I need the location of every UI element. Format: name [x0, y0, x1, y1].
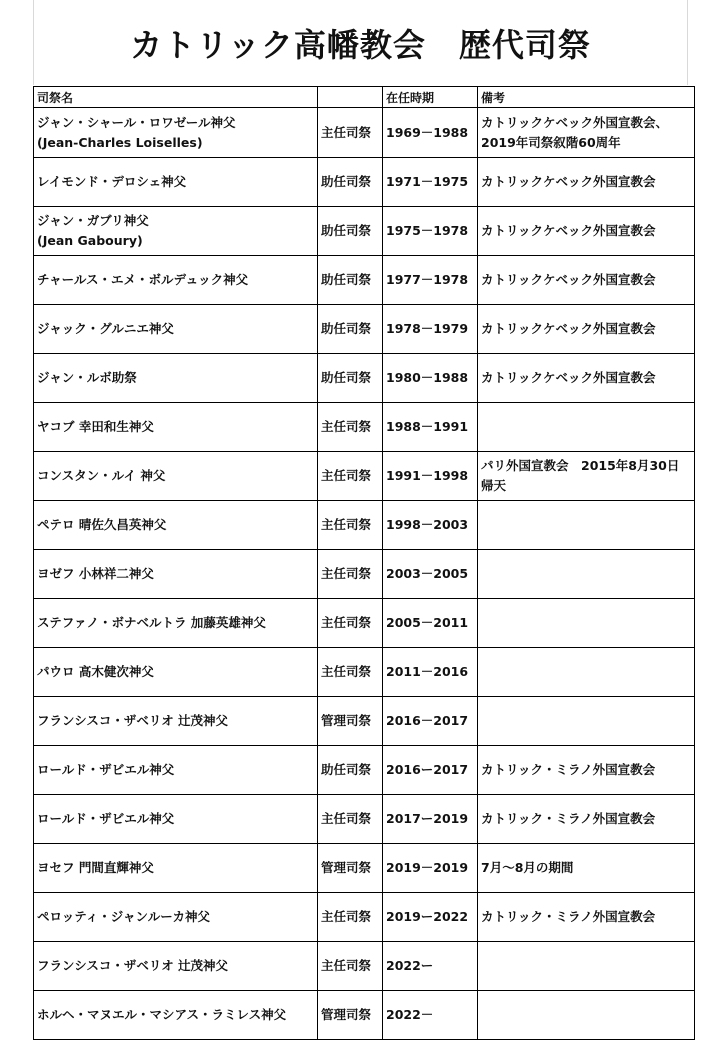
cell-name: レイモンド・デロシェ神父 — [34, 158, 318, 207]
table-row — [34, 648, 695, 697]
table-row — [34, 844, 695, 893]
cell-name: ジャン・シャール・ロワゼール神父 (Jean-Charles Loiselles) — [34, 108, 318, 158]
cell-note — [478, 991, 695, 1040]
cell-role: 主任司祭 — [318, 108, 383, 158]
cell-note: カトリック・ミラノ外国宣教会 — [478, 893, 695, 942]
cell-role: 助任司祭 — [318, 256, 383, 305]
cell-name: フランシスコ・ザベリオ 辻茂神父 — [34, 942, 318, 991]
cell-role: 主任司祭 — [318, 452, 383, 501]
cell-term: 2019－2019 — [383, 844, 478, 893]
cell-term: 2011－2016 — [383, 648, 478, 697]
table-row — [34, 158, 695, 207]
table-row — [34, 354, 695, 403]
cell-term: 1975－1978 — [383, 207, 478, 256]
cell-note — [478, 550, 695, 599]
cell-note: 7月～8月の期間 — [478, 844, 695, 893]
cell-term: 2022－ — [383, 991, 478, 1040]
cell-role: 管理司祭 — [318, 991, 383, 1040]
cell-note: カトリックケベック外国宣教会 — [478, 158, 695, 207]
cell-role: 主任司祭 — [318, 599, 383, 648]
table-row — [34, 942, 695, 991]
cell-name: ジャン・ガブリ神父 (Jean Gaboury) — [34, 207, 318, 256]
cell-name: ヤコブ 幸田和生神父 — [34, 403, 318, 452]
table-header-row — [34, 87, 695, 108]
cell-role: 助任司祭 — [318, 746, 383, 795]
page-title: カトリック高幡教会 歴代司祭 — [130, 25, 591, 64]
table-row — [34, 108, 695, 158]
cell-name: ペロッティ・ジャンルーカ神父 — [34, 893, 318, 942]
cell-term: 1971－1975 — [383, 158, 478, 207]
cell-name: フランシスコ・ザベリオ 辻茂神父 — [34, 697, 318, 746]
cell-role: 管理司祭 — [318, 844, 383, 893]
table-row — [34, 991, 695, 1040]
header-term: 在任時期 — [383, 87, 478, 108]
cell-name: チャールス・エメ・ボルデュック神父 — [34, 256, 318, 305]
header-role — [318, 87, 383, 108]
cell-term: 2019ー2022 — [383, 893, 478, 942]
cell-role: 主任司祭 — [318, 550, 383, 599]
cell-note — [478, 501, 695, 550]
table-row — [34, 305, 695, 354]
table-row — [34, 207, 695, 256]
table-row — [34, 403, 695, 452]
cell-role: 主任司祭 — [318, 648, 383, 697]
cell-note: カトリック・ミラノ外国宣教会 — [478, 795, 695, 844]
cell-term: 2016－2017 — [383, 697, 478, 746]
cell-term: 1988－1991 — [383, 403, 478, 452]
cell-term: 1991－1998 — [383, 452, 478, 501]
cell-term: 1998－2003 — [383, 501, 478, 550]
table-row — [34, 697, 695, 746]
cell-note — [478, 648, 695, 697]
cell-term: 2016ー2017 — [383, 746, 478, 795]
cell-note: カトリックケベック外国宣教会 — [478, 305, 695, 354]
priest-table — [33, 86, 695, 1040]
cell-term: 2003－2005 — [383, 550, 478, 599]
cell-term: 2022ー — [383, 942, 478, 991]
cell-note: カトリックケベック外国宣教会 — [478, 354, 695, 403]
cell-term: 1980－1988 — [383, 354, 478, 403]
cell-name: ジャック・グルニエ神父 — [34, 305, 318, 354]
cell-name: ホルヘ・マヌエル・マシアス・ラミレス神父 — [34, 991, 318, 1040]
cell-role: 主任司祭 — [318, 893, 383, 942]
cell-note: カトリックケベック外国宣教会 — [478, 256, 695, 305]
cell-note: パリ外国宣教会 2015年8月30日 帰天 — [478, 452, 695, 501]
table-row — [34, 256, 695, 305]
header-name: 司祭名 — [34, 87, 318, 108]
cell-term: 2005－2011 — [383, 599, 478, 648]
table-row — [34, 795, 695, 844]
cell-note — [478, 403, 695, 452]
table-row — [34, 452, 695, 501]
cell-role: 主任司祭 — [318, 501, 383, 550]
cell-note — [478, 599, 695, 648]
title-box — [33, 0, 688, 85]
cell-role: 主任司祭 — [318, 403, 383, 452]
cell-role: 主任司祭 — [318, 942, 383, 991]
cell-name: ステファノ・ボナベルトラ 加藤英雄神父 — [34, 599, 318, 648]
table-row — [34, 893, 695, 942]
table-body — [34, 108, 695, 1040]
cell-note: カトリックケベック外国宣教会、 2019年司祭叙階60周年 — [478, 108, 695, 158]
cell-name: ヨセフ 門間直輝神父 — [34, 844, 318, 893]
table-row — [34, 550, 695, 599]
cell-name: パウロ 高木健次神父 — [34, 648, 318, 697]
cell-role: 助任司祭 — [318, 305, 383, 354]
cell-term: 1969－1988 — [383, 108, 478, 158]
table-row — [34, 501, 695, 550]
cell-name: コンスタン・ルイ 神父 — [34, 452, 318, 501]
cell-note: カトリックケベック外国宣教会 — [478, 207, 695, 256]
cell-term: 2017ー2019 — [383, 795, 478, 844]
cell-note — [478, 942, 695, 991]
cell-term: 1977－1978 — [383, 256, 478, 305]
cell-role: 助任司祭 — [318, 158, 383, 207]
cell-role: 主任司祭 — [318, 795, 383, 844]
table-row — [34, 746, 695, 795]
cell-note: カトリック・ミラノ外国宣教会 — [478, 746, 695, 795]
cell-name: ロールド・ザビエル神父 — [34, 746, 318, 795]
table-row — [34, 599, 695, 648]
cell-role: 助任司祭 — [318, 207, 383, 256]
cell-role: 助任司祭 — [318, 354, 383, 403]
cell-name: ジャン・ルボ助祭 — [34, 354, 318, 403]
cell-name: ペテロ 晴佐久昌英神父 — [34, 501, 318, 550]
cell-name: ヨゼフ 小林祥二神父 — [34, 550, 318, 599]
cell-note — [478, 697, 695, 746]
cell-term: 1978－1979 — [383, 305, 478, 354]
cell-role: 管理司祭 — [318, 697, 383, 746]
header-note: 備考 — [478, 87, 695, 108]
cell-name: ロールド・ザビエル神父 — [34, 795, 318, 844]
